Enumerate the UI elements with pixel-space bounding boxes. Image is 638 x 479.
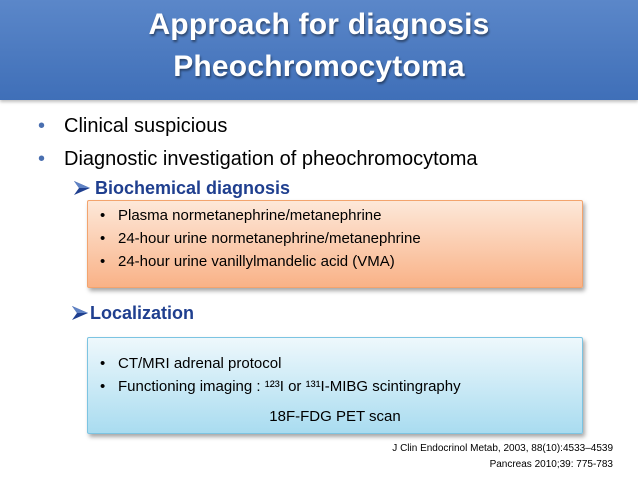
- bullet-clinical-suspicious: [38, 115, 227, 138]
- item-text: Plasma normetanephrine/metanephrine: [118, 207, 382, 224]
- item-text: 24-hour urine vanillylmandelic acid (VMA): [118, 253, 395, 270]
- localization-item: [100, 378, 461, 395]
- pet-scan-line: 18F-FDG PET scan: [269, 408, 401, 425]
- bullet-dot: •: [100, 355, 106, 372]
- bullet-dot: •: [38, 115, 46, 137]
- bullet-dot: •: [100, 253, 106, 270]
- bullet-diagnostic-investigation: [38, 148, 478, 171]
- bullet-dot: •: [100, 378, 106, 395]
- bullet-dot: •: [100, 207, 106, 224]
- arrow-bullet-icon: [72, 306, 88, 320]
- slide-title-line-2: Pheochromocytoma: [173, 50, 465, 83]
- localization-box: [87, 337, 583, 434]
- bullet-text: Diagnostic investigation of pheochromocytoma: [64, 148, 478, 170]
- biochemical-item: [100, 230, 421, 247]
- localization-heading: Localization: [90, 303, 195, 323]
- bullet-text: Clinical suspicious: [64, 115, 228, 137]
- slide-title-line-1: Approach for diagnosis: [148, 8, 490, 41]
- reference-2: Pancreas 2010;39: 775-783: [489, 459, 613, 470]
- bullet-dot: •: [100, 230, 106, 247]
- biochemical-item: [100, 253, 395, 270]
- item-text: CT/MRI adrenal protocol: [118, 355, 282, 372]
- item-text: Functioning imaging : ¹²³I or ¹³¹I-MIBG scintingraphy: [118, 378, 461, 395]
- reference-1: J Clin Endocrinol Metab, 2003, 88(10):4533–4539: [392, 443, 613, 454]
- biochemical-box: [87, 200, 583, 288]
- bullet-dot: •: [38, 148, 46, 170]
- title-bar: [0, 0, 638, 100]
- item-text: 24-hour urine normetanephrine/metanephrine: [118, 230, 421, 247]
- arrow-bullet-icon: [74, 181, 90, 195]
- biochemical-heading: Biochemical diagnosis: [95, 178, 291, 198]
- localization-item: [100, 355, 281, 372]
- biochemical-item: [100, 207, 382, 224]
